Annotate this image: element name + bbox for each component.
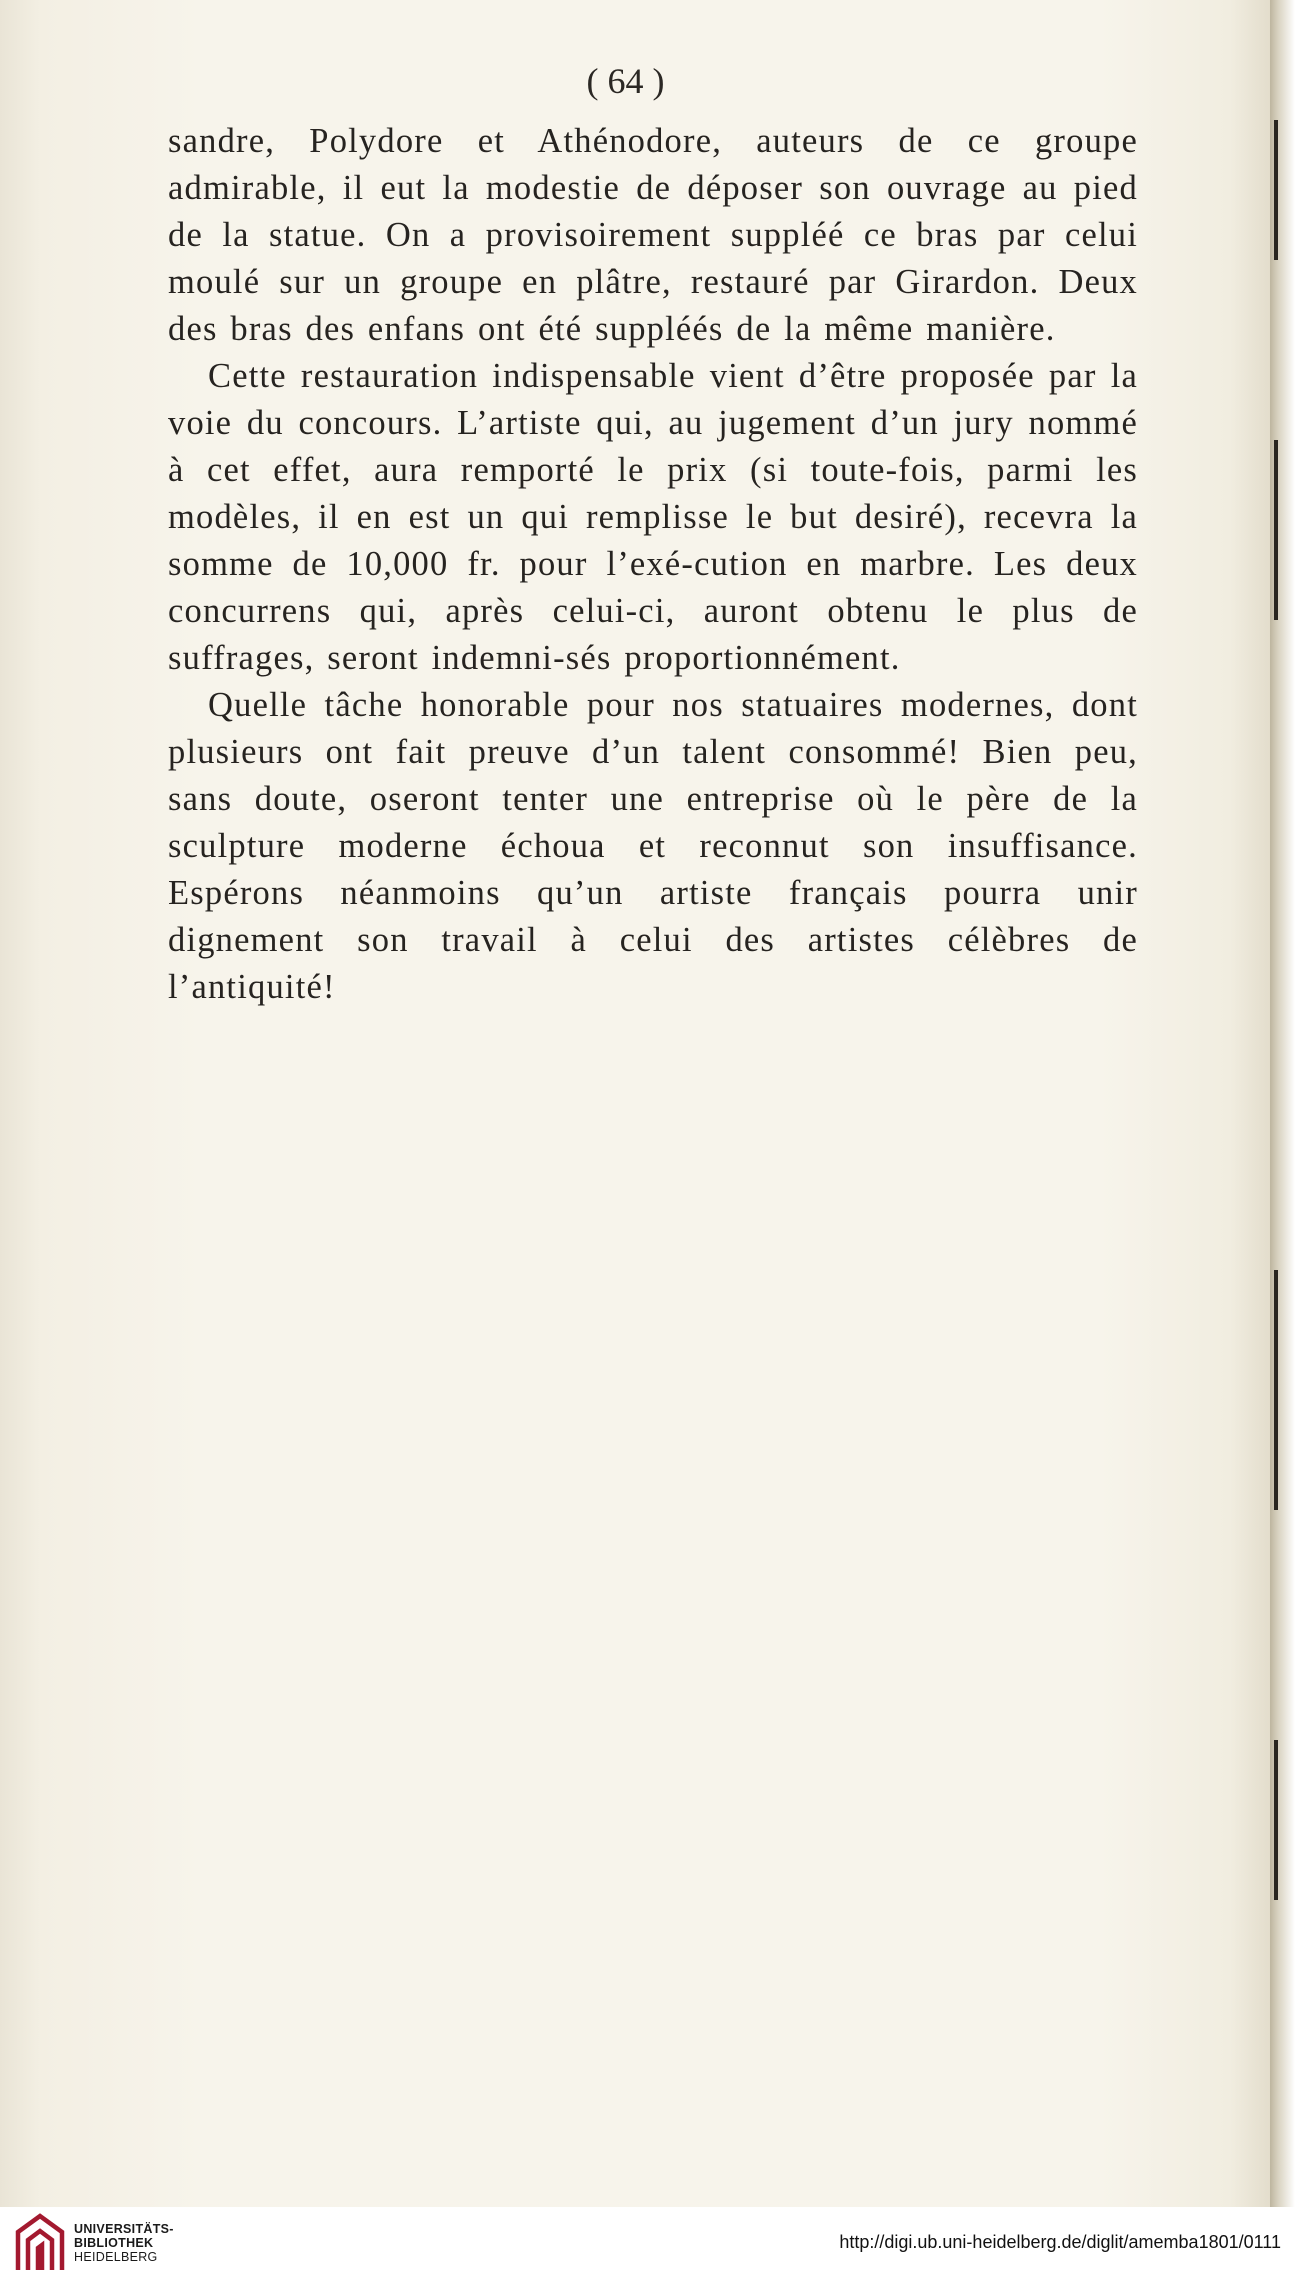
source-url-link[interactable]: http://digi.ub.uni-heidelberg.de/diglit/amemba1801/0111 xyxy=(839,2232,1281,2252)
paragraph: sandre, Polydore et Athénodore, auteurs de ce groupe admirable, il eut la modestie de déposer son ouvrage au pied de la statue. On a provisoirement suppléé ce bras par celui moulé sur un groupe en plâtre, restauré par Girardon. Deux des bras des enfans ont été suppléés de la même manière. xyxy=(168,122,1138,348)
library-name xyxy=(74,2222,174,2264)
edge-mark xyxy=(1274,120,1278,260)
university-library-logo-icon xyxy=(12,2210,68,2276)
paragraph: Quelle tâche honorable pour nos statuaires modernes, dont plusieurs ont fait preuve d’un talent consommé! Bien peu, sans doute, oseront tenter une entreprise où le père de la sculpture moderne échoua et reconnut son insuffisance. Espérons néanmoins qu’un artiste français pourra unir dignement son travail à celui des artistes célèbres de l’antiquité! xyxy=(168,686,1138,1006)
body-text xyxy=(168,118,1138,1011)
page-number: ( 64 ) xyxy=(586,61,665,101)
library-name-line: UNIVERSITÄTS- xyxy=(74,2222,174,2236)
edge-mark xyxy=(1274,440,1278,620)
edge-mark xyxy=(1274,1270,1278,1510)
library-name-line: BIBLIOTHEK xyxy=(74,2236,154,2250)
paragraph: Cette restauration indispensable vient d’être proposée par la voie du concours. L’artiste qui, au jugement d’un jury nommé à cet effet, aura remporté le prix (si toute-fois, parmi les modèles, il en est un qui remplisse le but desiré), recevra la somme de 10,000 fr. pour l’exé-cution en marbre. Les deux concurrens qui, après celui-ci, auront obtenu le plus de suffrages, seront indemni-sés proportionnément. xyxy=(168,357,1138,677)
library-name-line: HEIDELBERG xyxy=(74,2250,158,2264)
edge-mark xyxy=(1274,1740,1278,1900)
